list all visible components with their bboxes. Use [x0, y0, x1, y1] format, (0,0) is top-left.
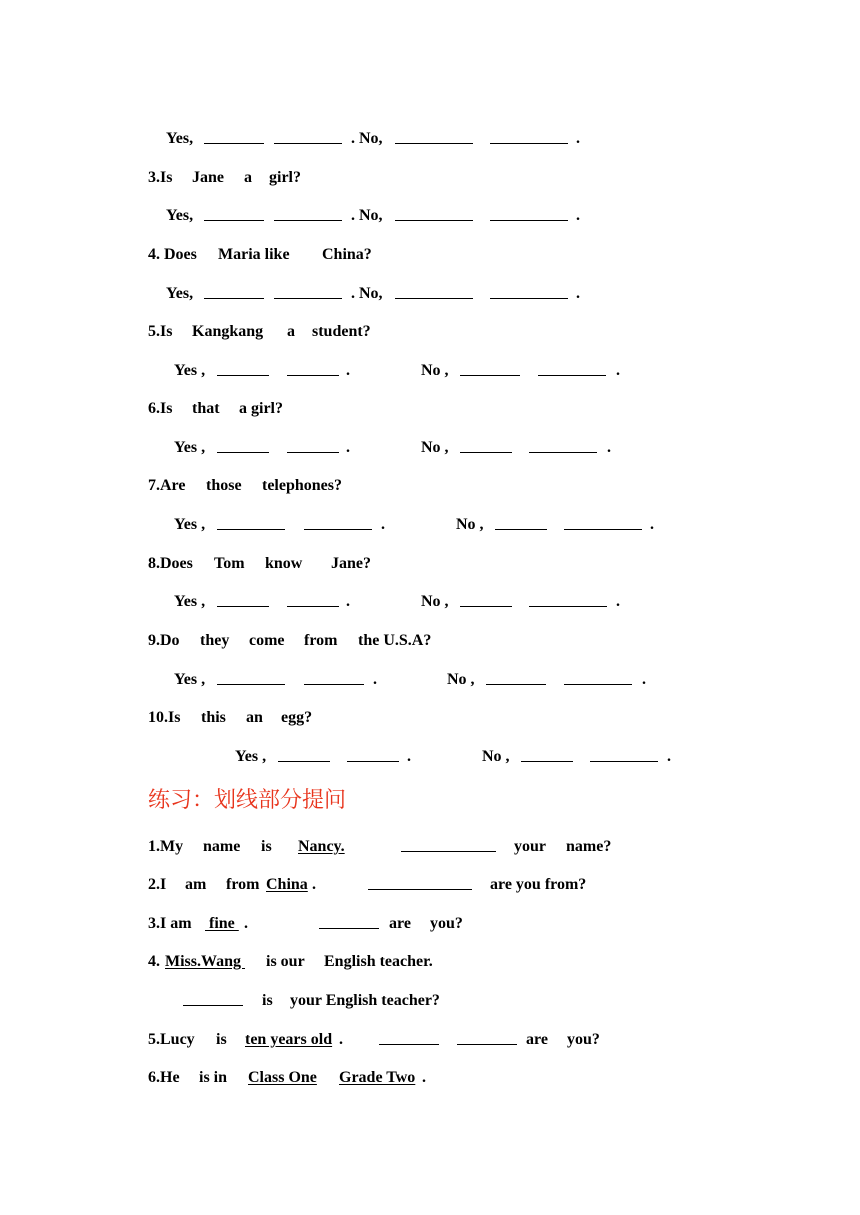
exercise-item-1	[0, 837, 860, 857]
answer-blank[interactable]	[495, 515, 547, 530]
answer-blank[interactable]	[395, 129, 473, 144]
yes-label: Yes,	[166, 207, 194, 224]
question-5	[0, 322, 860, 342]
period: .	[642, 671, 646, 688]
sentence-word: is	[216, 1031, 227, 1048]
question-6	[0, 399, 860, 419]
answer-blank[interactable]	[204, 284, 264, 299]
answer-blank[interactable]	[274, 129, 342, 144]
sentence-word: .	[244, 915, 248, 932]
answer-line-8	[0, 592, 860, 612]
question-word: 5.Is	[148, 323, 173, 340]
yes-label: Yes,	[166, 285, 194, 302]
answer-blank[interactable]	[217, 515, 285, 530]
answer-blank[interactable]	[395, 206, 473, 221]
question-word: 3.Is	[148, 169, 173, 186]
question-word: 8.Does	[148, 555, 193, 572]
period: .	[373, 671, 377, 688]
sentence-word: 5.Lucy	[148, 1031, 195, 1048]
period: .	[346, 362, 350, 379]
no-label: No ,	[421, 593, 449, 610]
answer-blank[interactable]	[217, 361, 269, 376]
sentence-word: .	[339, 1031, 343, 1048]
sentence-word: are you from?	[490, 876, 587, 893]
sentence-word: 1.My	[148, 838, 184, 855]
question-word: 6.Is	[148, 400, 173, 417]
sentence-word: .	[422, 1069, 426, 1086]
sentence-word: 3.I am	[148, 915, 192, 932]
yes-label: Yes ,	[174, 516, 206, 533]
sentence-word: your English teacher?	[290, 992, 440, 1009]
question-word: an	[246, 709, 263, 726]
answer-blank[interactable]	[395, 284, 473, 299]
sentence-word: is our	[266, 953, 305, 970]
sentence-word: name	[203, 838, 241, 855]
question-word: Maria like	[218, 246, 290, 263]
no-label: . No,	[351, 285, 383, 302]
question-word: telephones?	[262, 477, 342, 494]
sentence-word: .	[312, 876, 316, 893]
answer-line-5	[0, 361, 860, 381]
no-label: No ,	[482, 748, 510, 765]
question-word: Jane	[192, 169, 224, 186]
no-label: . No,	[351, 207, 383, 224]
yes-label: Yes ,	[174, 439, 206, 456]
answer-blank[interactable]	[304, 515, 372, 530]
answer-blank[interactable]	[490, 129, 568, 144]
answer-blank[interactable]	[278, 747, 330, 762]
yes-label: Yes ,	[174, 671, 206, 688]
question-word: Kangkang	[192, 323, 264, 340]
answer-blank[interactable]	[319, 914, 379, 929]
underlined-phrase: China	[266, 876, 308, 893]
sentence-word: you?	[567, 1031, 600, 1048]
answer-blank[interactable]	[287, 592, 339, 607]
sentence-word: are	[389, 915, 411, 932]
question-word: they	[200, 632, 230, 649]
period: .	[346, 593, 350, 610]
question-word: the U.S.A?	[358, 632, 432, 649]
sentence-word: is	[262, 992, 273, 1009]
sentence-word: 2.I	[148, 876, 167, 893]
answer-blank[interactable]	[490, 206, 568, 221]
question-word: that	[192, 400, 220, 417]
answer-line-3	[0, 206, 860, 226]
no-label: . No,	[351, 130, 383, 147]
exercise-item-2	[0, 875, 860, 895]
answer-blank[interactable]	[590, 747, 658, 762]
question-word: student?	[312, 323, 371, 340]
period: .	[576, 130, 580, 147]
answer-blank[interactable]	[304, 670, 364, 685]
answer-line-6	[0, 438, 860, 458]
sentence-word: am	[185, 876, 207, 893]
sentence-word: 4.	[148, 953, 164, 970]
period: .	[616, 593, 620, 610]
yes-label: Yes ,	[174, 593, 206, 610]
no-label: No ,	[421, 362, 449, 379]
answer-blank[interactable]	[368, 875, 472, 890]
exercise-item-4	[0, 952, 860, 972]
question-word: a girl?	[239, 400, 283, 417]
sentence-word: are	[526, 1031, 548, 1048]
sentence-word: name?	[566, 838, 612, 855]
answer-blank[interactable]	[460, 361, 520, 376]
question-word: Jane?	[331, 555, 371, 572]
question-word: from	[304, 632, 338, 649]
answer-line-2	[0, 129, 860, 149]
question-word: 4. Does	[148, 246, 197, 263]
answer-blank[interactable]	[217, 592, 269, 607]
question-word: 10.Is	[148, 709, 181, 726]
sentence-word: from	[226, 876, 260, 893]
answer-line-10	[0, 747, 860, 767]
underlined-phrase: ten years old	[245, 1031, 333, 1048]
question-word: girl?	[269, 169, 301, 186]
answer-blank[interactable]	[401, 837, 496, 852]
sentence-word: is	[261, 838, 272, 855]
period: .	[667, 748, 671, 765]
section-heading: 练习：划线部分提问	[148, 788, 347, 813]
question-word: a	[287, 323, 295, 340]
underlined-phrase: fine	[205, 915, 239, 932]
sentence-word: 6.He	[148, 1069, 180, 1086]
answer-line-4	[0, 284, 860, 304]
underlined-phrase: Grade Two	[339, 1069, 416, 1086]
answer-blank[interactable]	[457, 1030, 517, 1045]
answer-blank[interactable]	[274, 206, 342, 221]
answer-blank[interactable]	[217, 670, 285, 685]
answer-blank[interactable]	[529, 438, 597, 453]
answer-blank[interactable]	[460, 592, 512, 607]
question-8	[0, 554, 860, 574]
period: .	[381, 516, 385, 533]
yes-label: Yes,	[166, 130, 194, 147]
period: .	[576, 207, 580, 224]
question-10	[0, 708, 860, 728]
question-word: 7.Are	[148, 477, 186, 494]
question-word: know	[265, 555, 303, 572]
exercise-item-3	[0, 914, 860, 934]
answer-blank[interactable]	[529, 592, 607, 607]
no-label: No ,	[421, 439, 449, 456]
answer-blank[interactable]	[538, 361, 606, 376]
question-word: a	[244, 169, 252, 186]
answer-blank[interactable]	[274, 284, 342, 299]
exercise-item-5	[0, 1030, 860, 1050]
period: .	[607, 439, 611, 456]
no-label: No ,	[447, 671, 475, 688]
answer-line-7	[0, 515, 860, 535]
answer-blank[interactable]	[287, 361, 339, 376]
sentence-word: English teacher.	[324, 953, 433, 970]
sentence-word: you?	[430, 915, 463, 932]
answer-blank[interactable]	[486, 670, 546, 685]
answer-blank[interactable]	[521, 747, 573, 762]
answer-blank[interactable]	[217, 438, 269, 453]
answer-blank[interactable]	[460, 438, 512, 453]
answer-blank[interactable]	[379, 1030, 439, 1045]
sentence-word: is in	[199, 1069, 228, 1086]
yes-label: Yes ,	[174, 362, 206, 379]
question-3	[0, 168, 860, 188]
sentence-word: your	[514, 838, 546, 855]
question-word: those	[206, 477, 242, 494]
question-word: 9.Do	[148, 632, 180, 649]
question-word: Tom	[214, 555, 245, 572]
question-7	[0, 476, 860, 496]
question-9	[0, 631, 860, 651]
answer-blank[interactable]	[204, 206, 264, 221]
question-4	[0, 245, 860, 265]
underlined-phrase: Miss.Wang	[165, 953, 246, 970]
yes-label: Yes ,	[235, 748, 267, 765]
question-word: China?	[322, 246, 372, 263]
answer-blank[interactable]	[204, 129, 264, 144]
exercise-item-6	[0, 1068, 860, 1088]
no-label: No ,	[456, 516, 484, 533]
period: .	[616, 362, 620, 379]
exercise-item-4-question	[0, 991, 860, 1011]
answer-blank[interactable]	[287, 438, 339, 453]
period: .	[576, 285, 580, 302]
period: .	[407, 748, 411, 765]
underlined-phrase: Nancy.	[298, 838, 345, 855]
underlined-phrase: Class One	[248, 1069, 317, 1086]
answer-blank[interactable]	[490, 284, 568, 299]
answer-blank[interactable]	[564, 670, 632, 685]
answer-blank[interactable]	[564, 515, 642, 530]
question-word: egg?	[281, 709, 313, 726]
answer-blank[interactable]	[183, 991, 243, 1006]
question-word: come	[249, 632, 285, 649]
answer-blank[interactable]	[347, 747, 399, 762]
question-word: this	[201, 709, 226, 726]
answer-line-9	[0, 670, 860, 690]
period: .	[346, 439, 350, 456]
period: .	[650, 516, 654, 533]
